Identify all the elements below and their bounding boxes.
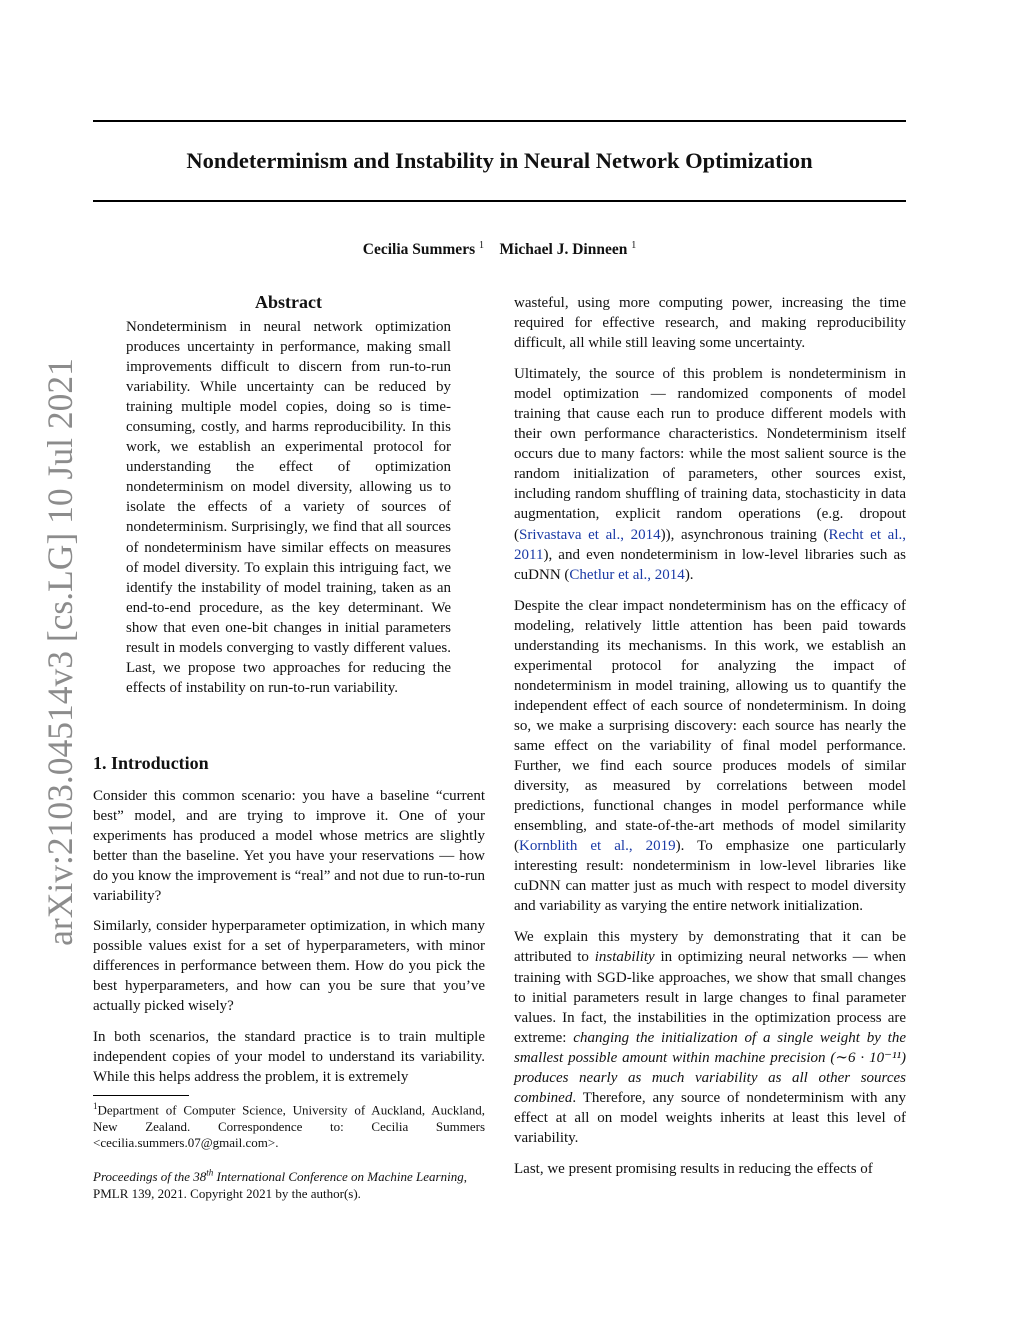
ordinal-suffix: th [206, 1168, 214, 1178]
abstract-heading: Abstract [255, 292, 322, 312]
text-run: ). To emphasize one particularly interesting result: nondeterminism in low-level libraries like cuDNN can matter just as much with respect to model diversity and variability as varying the entire network initialization. [514, 838, 906, 915]
title-bottom-rule [93, 200, 906, 202]
text-run: Ultimately, the source of this problem is nondeterminism in model optimization — randomized components of model training that cause each run to produce different models with their own performance characteristics. Nondeterminism itself occurs due to many factors: while the most salient source is the random initialization of parameters, other sources exist, including random shuffling of training data, stochasticity in data augmentation, explicit random operations (e.g. dropout ( [514, 366, 906, 543]
citation-link[interactable]: Recht et al., 2011 [514, 526, 906, 563]
proceedings-copyright: , PMLR 139, 2021. Copyright 2021 by the author(s). [93, 1169, 467, 1201]
intro-paragraph: In both scenarios, the standard practice is to train multiple independent copies of your model to understand its variability. While this helps address the problem, it is extremely [93, 1028, 485, 1085]
body-paragraph: Last, we present promising results in reducing the effects of [514, 1160, 873, 1177]
text-run: . Therefore, any source of nondeterminism with any effect at all on model weights inherits at least this level of variability. [514, 1089, 906, 1146]
right-column [514, 293, 906, 1179]
abstract-body [126, 317, 451, 698]
body-paragraph [514, 927, 906, 1148]
author-affiliation-mark: 1 [478, 240, 484, 251]
proceedings-venue [93, 1169, 464, 1184]
author-affiliation-mark: 1 [631, 240, 637, 251]
arxiv-id-text: arXiv:2103.04514v3 [cs.LG] 10 Jul 2021 [40, 358, 80, 946]
intro-paragraph: Similarly, consider hyperparameter optimization, in which many possible values exist for a set of hyperparameters, with minor differences in performance between them. How do you pick the best hyperparameters, and how can you be sure that you’ve actually picked wisely? [93, 918, 485, 1015]
text-run: ), and even nondeterminism in low-level libraries such as cuDNN ( [514, 546, 906, 583]
footnote-mark: 1 [93, 1101, 98, 1111]
author-name: Cecilia Summers [362, 241, 476, 259]
text-run: )), asynchronous training ( [660, 526, 829, 543]
footnote-rule [93, 1095, 189, 1096]
body-paragraph [514, 596, 906, 917]
text-run: Despite the clear impact nondeterminism has on the efficacy of modeling, relatively little attention has been paid towards understanding its mechanisms. In this work, we establish an experimental protocol for analyzing the impact of nondeterminism in model training, allowing us to quantify the independent effect of each source of nondeterminism. In doing so, we make a surprising discovery: each source has nearly the same effect on the variability of final model performance. Further, we find each source produces models of similar diversity, as measured by correlations between model predictions, functional changes in model performance while ensembling, and state-of-the-art methods of model similarity ( [514, 597, 906, 855]
affiliation-footnote [93, 1098, 485, 1152]
emphasis-text: instability [594, 949, 655, 966]
intro-paragraph: Consider this common scenario: you have a baseline “current best” model, and are trying to improve it. One of your experiments has produced a model whose metrics are slightly better than the baseline. Yet you have your reservations — how do you know the improvement is “real” and not due to run-to-run variability? [93, 788, 485, 905]
text-run: ). [684, 566, 694, 583]
text-run: We explain this mystery by demonstrating that it can be attributed to [514, 929, 906, 966]
emphasis-text: changing the initialization of a single weight by the smallest possible amount within machine precision (∼6 · 10⁻¹¹) produces nearly as much variability as all other sources combined [514, 1029, 906, 1106]
body-paragraph: wasteful, using more computing power, increasing the time required for effective research, and making reproducibility difficult, all while still leaving some uncertainty. [514, 295, 906, 352]
author-list [93, 236, 906, 260]
abstract-text: Nondeterminism in neural network optimization produces uncertainty in performance, making small improvements difficult to discern from run-to-run variability. While uncertainty can be reduced by training multiple model copies, doing so is time-consuming, costly, and harms reproducibility. In this work, we establish an experimental protocol for understanding the effect of optimization nondeterminism on model diversity, allowing us to isolate the effects of a variety of sources of nondeterminism. Surprisingly, we find that all sources of nondeterminism have similar effects on measures of model diversity. To explain this intriguing fact, we identify the instability of model training, taken as an end-to-end procedure, as the key determinant. We show that even one-bit changes in initial parameters result in models converging to vastly different values. Last, we propose two approaches for reducing the effects of instability on run-to-run variability. [126, 319, 451, 696]
proceedings-venue-b: International Conference on Machine Learning [213, 1169, 464, 1185]
citation-link[interactable]: Chetlur et al., 2014 [569, 566, 685, 583]
section-heading-introduction: 1. Introduction [93, 753, 209, 773]
left-column [93, 752, 485, 1087]
body-paragraph [514, 364, 906, 585]
proceedings-note [93, 1165, 485, 1202]
citation-link[interactable]: Kornblith et al., 2019 [519, 838, 676, 855]
author-name: Michael J. Dinneen [499, 241, 628, 259]
top-rule [93, 120, 906, 122]
text-run: in optimizing neural networks — when training with SGD-like approaches, we show that small changes to initial parameters result in large changes to final parameter values. In fact, the instabilities in the optimization process are extreme: [514, 949, 906, 1046]
proceedings-venue-a: Proceedings of the 38 [93, 1169, 207, 1185]
citation-link[interactable]: Srivastava et al., 2014 [519, 526, 661, 543]
footnote-text: Department of Computer Science, University of Auckland, Auckland, New Zealand. Correspondence to: Cecilia Summers <cecilia.summers.07@gmail.com>. [93, 1102, 485, 1151]
paper-title: Nondeterminism and Instability in Neural Network Optimization [186, 148, 813, 173]
